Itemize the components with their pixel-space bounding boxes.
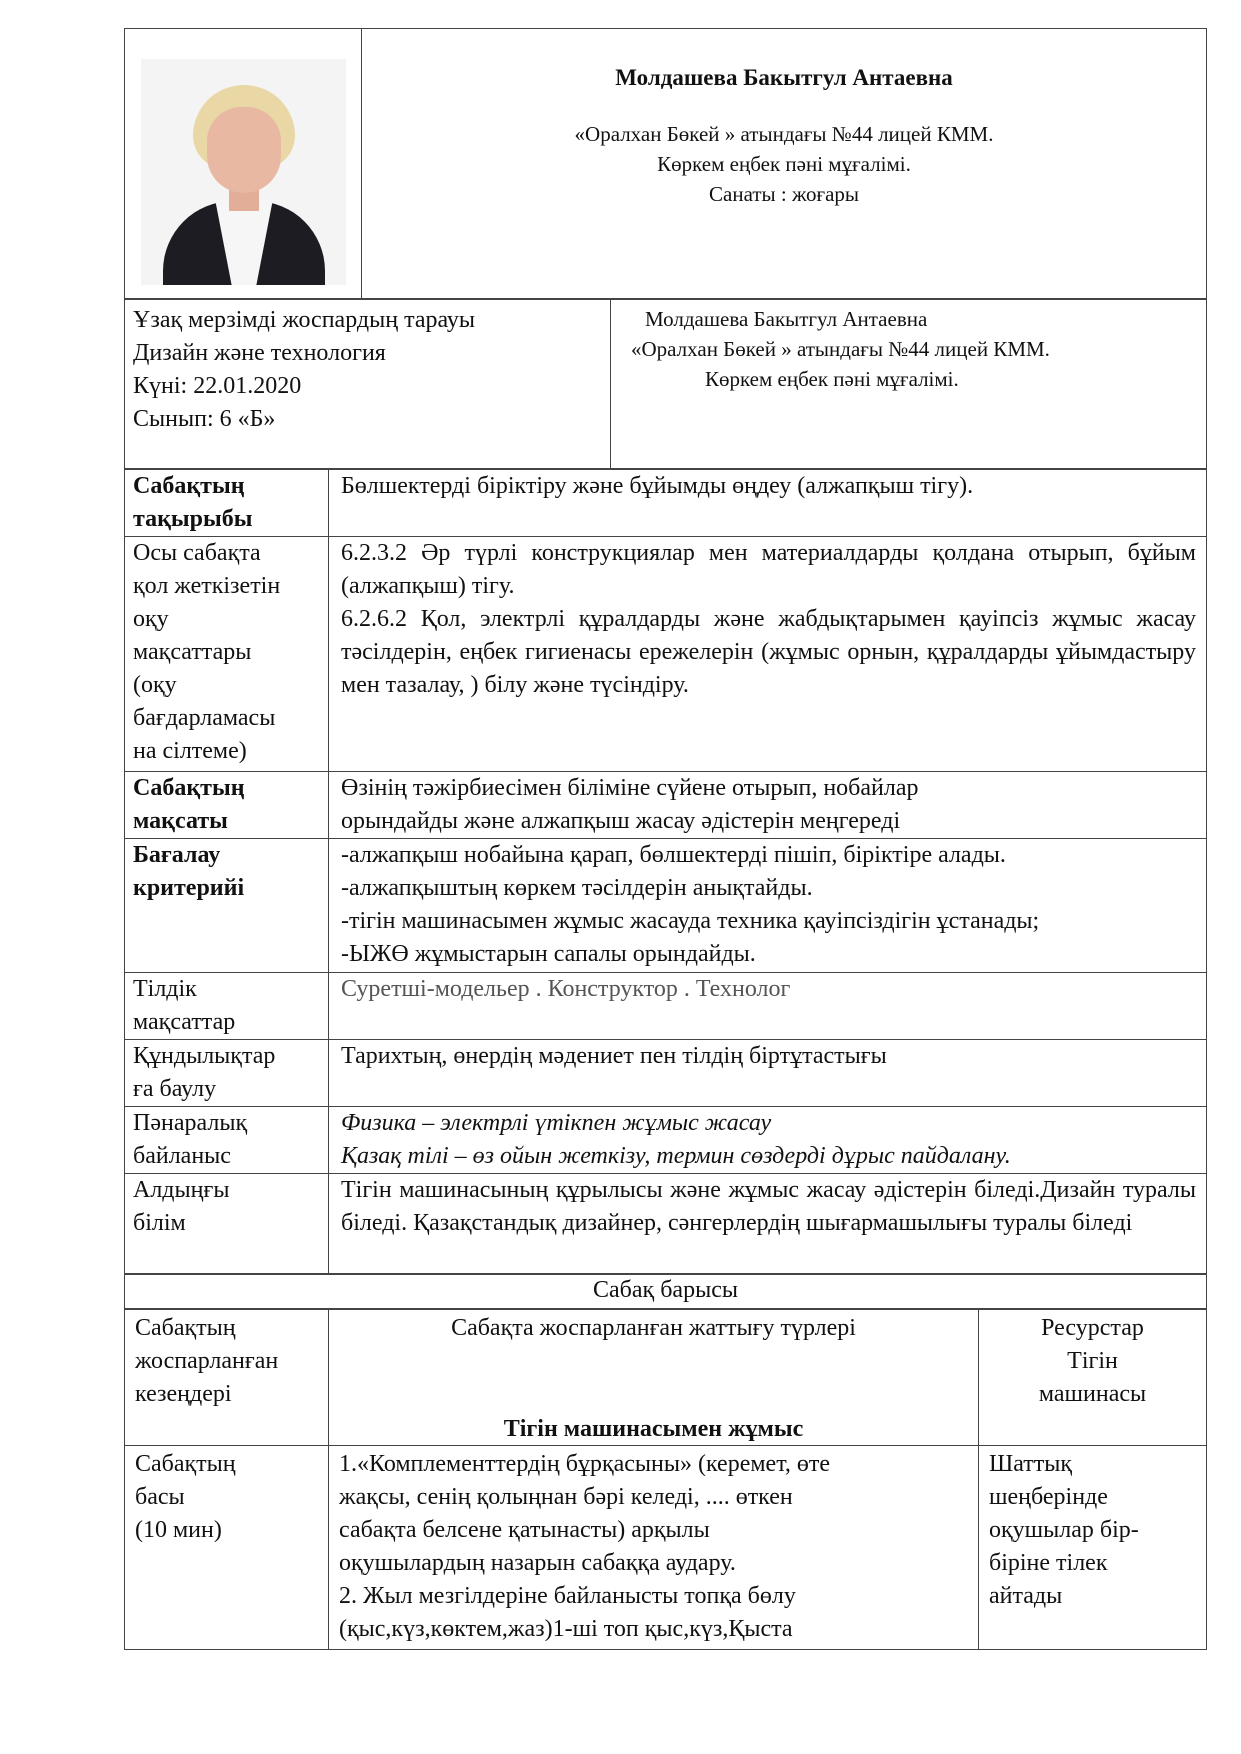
- plan-stage-cell: [125, 1446, 329, 1650]
- plan-header-line: Тігін: [1067, 1348, 1118, 1374]
- teacher-school: «Оралхан Бөкей » атындағы №44 лицей КММ.: [574, 122, 994, 146]
- plan-header-line: Ресурстар: [1041, 1315, 1144, 1341]
- plan-header-line: кезеңдері: [135, 1381, 232, 1407]
- plan-activity-cell: [329, 1446, 979, 1650]
- plan-resource-line: Шаттық: [989, 1451, 1073, 1477]
- plan-resource-cell: [979, 1446, 1207, 1650]
- plan-stage-line: (10 мин): [135, 1517, 222, 1543]
- info-left-cell: [125, 300, 611, 469]
- detail-row: [125, 1174, 1207, 1274]
- detail-content-line: 6.2.3.2 Әр түрлі конструкциялар мен материалдарды қолдана отырып, бұйым (алжапқыш) тігу.: [341, 540, 1196, 599]
- detail-label-line: ға баулу: [133, 1076, 217, 1102]
- detail-content-line: Суретші-модельер . Конструктор . Технолог: [341, 976, 791, 1002]
- plan-activity-line: сабақта белсене қатынасты) арқылы: [339, 1517, 710, 1543]
- plan-header-activities-label: Сабақта жоспарланған жаттығу түрлері: [451, 1315, 856, 1341]
- lesson-details-table: [124, 469, 1207, 1274]
- detail-content-line: -ЫЖӨ жұмыстарын сапалы орындайды.: [341, 941, 756, 967]
- section-title: Сабақ барысы: [125, 1275, 1207, 1309]
- detail-row: [125, 1107, 1207, 1174]
- photo-cell: [125, 29, 362, 299]
- detail-label-cell: [125, 973, 329, 1040]
- info-line: Ұзақ мерзімді жоспардың тарауы: [133, 307, 476, 333]
- detail-label-line: критерийі: [133, 875, 245, 901]
- detail-content-cell: [329, 839, 1207, 973]
- detail-content-cell: [329, 470, 1207, 537]
- plan-header-line: жоспарланған: [135, 1348, 279, 1374]
- detail-label-cell: [125, 772, 329, 839]
- detail-content-line: Өзінің тәжірбиесімен біліміне сүйене отырып, нобайлар: [341, 775, 919, 801]
- teacher-category: Санаты : жоғары: [709, 182, 859, 206]
- plan-stage-line: Сабақтың: [135, 1451, 236, 1477]
- detail-label-line: тақырыбы: [133, 506, 253, 532]
- plan-header-line: Сабақтың: [135, 1315, 236, 1341]
- detail-row: [125, 1040, 1207, 1107]
- detail-label-line: Пәнаралық: [133, 1110, 248, 1136]
- detail-content-cell: [329, 973, 1207, 1040]
- plan-resource-line: біріне тілек: [989, 1550, 1108, 1576]
- detail-content-cell: [329, 1174, 1207, 1274]
- detail-row: [125, 470, 1207, 537]
- plan-header-activities-subtitle: Тігін машинасымен жұмыс: [503, 1416, 804, 1442]
- plan-resource-line: шеңберінде: [989, 1484, 1108, 1510]
- info-line: Дизайн және технология: [133, 340, 386, 366]
- plan-activity-line: жақсы, сенің қолыңнан бәрі келеді, .... өткен: [339, 1484, 793, 1510]
- detail-row: [125, 973, 1207, 1040]
- teacher-info-cell: [362, 29, 1207, 299]
- teacher-photo: [141, 59, 346, 285]
- info-line: Сынып: 6 «Б»: [133, 406, 276, 432]
- teacher-position: Көркем еңбек пәні мұғалімі.: [657, 152, 911, 176]
- detail-content-line: Бөлшектерді біріктіру және бұйымды өңдеу (алжапқыш тігу).: [341, 473, 974, 499]
- plan-header-stages: [125, 1310, 329, 1446]
- info-right-cell: [611, 300, 1207, 469]
- detail-content-cell: [329, 1040, 1207, 1107]
- detail-content-line: -тігін машинасымен жұмыс жасауда техника қауіпсіздігін ұстанады;: [341, 908, 1040, 934]
- info-right-line: Молдашева Бакытгул Антаевна: [645, 307, 928, 331]
- plan-resource-line: айтады: [989, 1583, 1063, 1609]
- detail-label-cell: [125, 470, 329, 537]
- detail-label-line: Сабақтың: [133, 473, 245, 499]
- detail-label-line: байланыс: [133, 1143, 231, 1169]
- detail-label-line: бағдарламасы: [133, 705, 276, 731]
- detail-label-line: Тілдік: [133, 976, 197, 1002]
- detail-label-line: (оқу: [133, 672, 177, 698]
- plan-activity-line: 1.«Комплементтердің бұрқасыны» (керемет, өте: [339, 1451, 831, 1477]
- plan-activity-line: 2. Жыл мезгілдеріне байланысты топқа бөлу: [339, 1583, 796, 1609]
- detail-content-line: 6.2.6.2 Қол, электрлі құралдарды және жабдықтарымен қауіпсіз жұмыс жасау тәсілдерін, еңбек гигиенасы ережелерін (жұмыс орнын, құралдарды ұйымдастыру мен тазалау, ) білу және түсіндіру.: [341, 606, 1196, 698]
- info-line: Күні: 22.01.2020: [133, 373, 302, 399]
- detail-label-line: мақсаттар: [133, 1009, 236, 1035]
- detail-label-line: Құндылықтар: [133, 1043, 276, 1069]
- plan-header-resources: [979, 1310, 1207, 1446]
- detail-label-cell: [125, 1174, 329, 1274]
- section-title-table: [124, 1274, 1207, 1309]
- plan-activity-line: оқушылардың назарын сабаққа аудару.: [339, 1550, 736, 1576]
- detail-label-cell: [125, 839, 329, 973]
- info-right-line: Көркем еңбек пәні мұғалімі.: [705, 367, 959, 391]
- detail-label-line: мақсаттары: [133, 639, 252, 665]
- detail-content-line: -алжапқыш нобайына қарап, бөлшектерді пішіп, біріктіре алады.: [341, 842, 1006, 868]
- detail-content-cell: [329, 772, 1207, 839]
- detail-content-line: -алжапқыштың көркем тәсілдерін анықтайды.: [341, 875, 813, 901]
- detail-content-cell: [329, 1107, 1207, 1174]
- detail-label-line: білім: [133, 1210, 186, 1236]
- detail-label-line: Осы сабақта: [133, 540, 261, 566]
- detail-content-line: Қазақ тілі – өз ойын жеткізу, термин сөздерді дұрыс пайдалану.: [341, 1143, 1011, 1169]
- lesson-plan-page: [124, 28, 1207, 1650]
- detail-row: [125, 772, 1207, 839]
- plan-header-activities: [329, 1310, 979, 1446]
- detail-label-cell: [125, 537, 329, 772]
- plan-header-line: машинасы: [1038, 1381, 1147, 1407]
- detail-content-line: Тігін машинасының құрылысы және жұмыс жасау әдістерін біледі.Дизайн туралы біледі. Қазақстандық дизайнер, сәнгерлердің шығармашылығы туралы біледі: [341, 1177, 1196, 1236]
- detail-label-line: Алдыңғы: [133, 1177, 230, 1203]
- plan-resource-line: оқушылар бір-: [989, 1517, 1139, 1543]
- detail-label-line: қол жеткізетін: [133, 573, 281, 599]
- detail-label-cell: [125, 1107, 329, 1174]
- detail-label-line: оқу: [133, 606, 169, 632]
- info-table: [124, 299, 1207, 469]
- teacher-name: Молдашева Бакытгул Антаевна: [615, 65, 953, 90]
- detail-label-line: Бағалау: [133, 842, 221, 868]
- detail-content-line: орындайды және алжапқыш жасау әдістерін меңгереді: [341, 808, 901, 834]
- detail-content-line: Тарихтың, өнердің мәдениет пен тілдің біртұтастығы: [341, 1043, 887, 1069]
- plan-activity-line: (қыс,күз,көктем,жаз)1-ші топ қыс,күз,Қыста: [339, 1616, 793, 1642]
- detail-label-cell: [125, 1040, 329, 1107]
- plan-stage-line: басы: [135, 1484, 185, 1510]
- info-right-line: «Оралхан Бөкей » атындағы №44 лицей КММ.: [631, 337, 1050, 361]
- detail-content-cell: [329, 537, 1207, 772]
- header-table: [124, 28, 1207, 299]
- detail-row: [125, 839, 1207, 973]
- detail-label-line: Сабақтың: [133, 775, 245, 801]
- plan-table: [124, 1309, 1207, 1650]
- detail-content-line: Физика – электрлі үтікпен жұмыс жасау: [341, 1110, 772, 1136]
- detail-label-line: мақсаты: [133, 808, 228, 834]
- detail-row: [125, 537, 1207, 772]
- detail-label-line: на сілтеме): [133, 738, 247, 764]
